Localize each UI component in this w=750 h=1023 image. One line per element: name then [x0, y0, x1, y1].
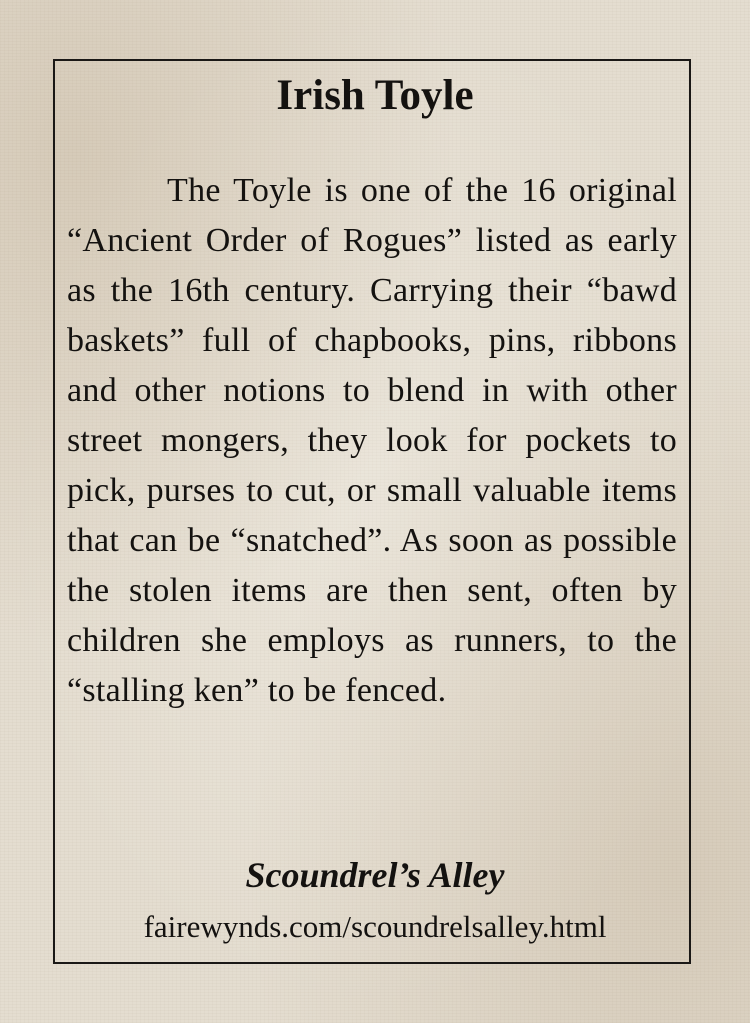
card-url: fairewynds.com/scoundrelsalley.html — [143, 909, 607, 944]
card-signature: Scoundrel’s Alley — [245, 855, 505, 895]
card-description: The Toyle is one of the 16 original “Ancient Order of Rogues” listed as early as the 16th century. Carrying their “bawd baskets” full of chapbooks, pins, ribbons and other notions to blend in with other street mongers, they look for pockets to pick, purses to cut, or small valuable items that can be “snatched”. As soon as possible the stolen items are then sent, often by children she employs as runners, to the “stalling ken” to be fenced. — [67, 172, 677, 709]
card-title: Irish Toyle — [276, 72, 474, 119]
